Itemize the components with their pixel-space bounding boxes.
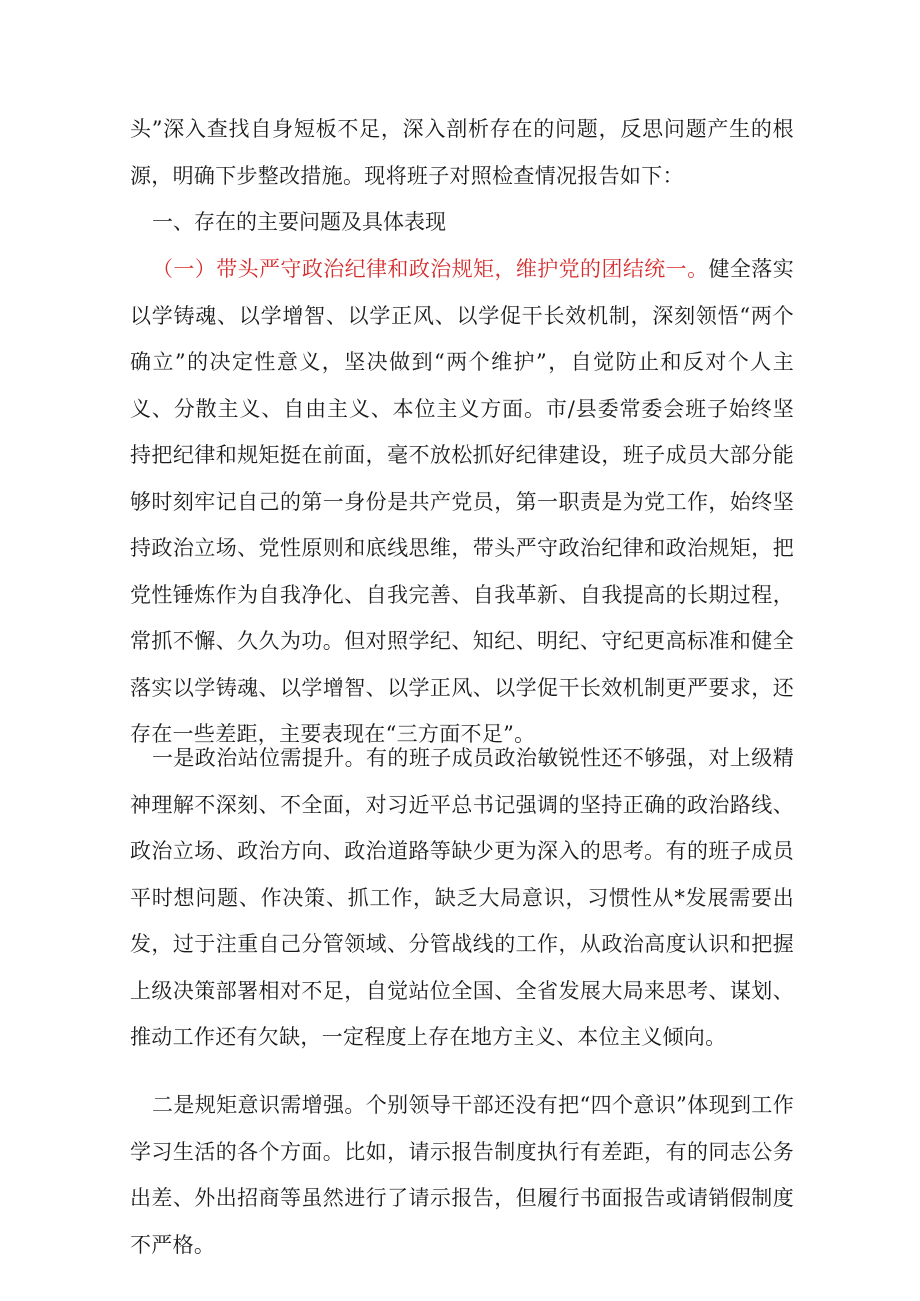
paragraph-discipline-body: 健全落实以学铸魂、以学增智、以学正风、以学促干长效机制，深刻领悟“两个确立”的决定性意义，坚决做到“两个维护”，自觉防止和反对个人主义、分散主义、自由主义、本位主义方面。市/县委常委会班子始终坚持把纪律和规矩挺在前面，毫不放松抓好纪律建设，班子成员大部分能够时刻牢记自己的第一身份是共产党员，第一职责是为党工作，始终坚持政治立场、党性原则和底线思维，带头严守政治纪律和政治规矩，把党性锤炼作为自我净化、自我完善、自我革新、自我提高的长期过程，常抓不懈、久久为功。但对照学纪、知纪、明纪、守纪更高标准和健全落实以学铸魂、以学增智、以学正风、以学促干长效机制更严要求，还存在一些差距，主要表现在“三方面不足”。 — [130, 257, 794, 746]
intro-paragraph: 头”深入查找自身短板不足，深入剖析存在的问题，反思问题产生的根源，明确下步整改措施。现将班子对照检查情况报告如下： — [130, 117, 794, 188]
paragraph-political-stance: 一是政治站位需提升。有的班子成员政治敏锐性还不够强，对上级精神理解不深刻、不全面，对习近平总书记强调的坚持正确的政治路线、政治立场、政治方向、政治道路等缺少更为深入的思考。有的班子成员平时想问题、作决策、抓工作，缺乏大局意识，习惯性从*发展需要出发，过于注重自己分管领域、分管战线的工作，从政治高度认识和把握上级决策部署相对不足，自觉站位全国、全省发展大局来思考、谋划、推动工作还有欠缺，一定程度上存在地方主义、本位主义倾向。 — [130, 746, 794, 1049]
paragraph-discipline-highlight: （一）带头严守政治纪律和政治规矩，维护党的团结统一。 — [152, 257, 709, 281]
paragraph-rules-awareness: 二是规矩意识需增强。个别领导干部还没有把“四个意识”体现到工作学习生活的各个方面。比如，请示报告制度执行有差距，有的同志公务出差、外出招商等虽然进行了请示报告，但履行书面报告或请销假制度不严格。 — [130, 1093, 794, 1257]
paragraph-discipline — [130, 246, 794, 758]
section-heading: 一、存在的主要问题及具体表现 — [152, 210, 446, 234]
